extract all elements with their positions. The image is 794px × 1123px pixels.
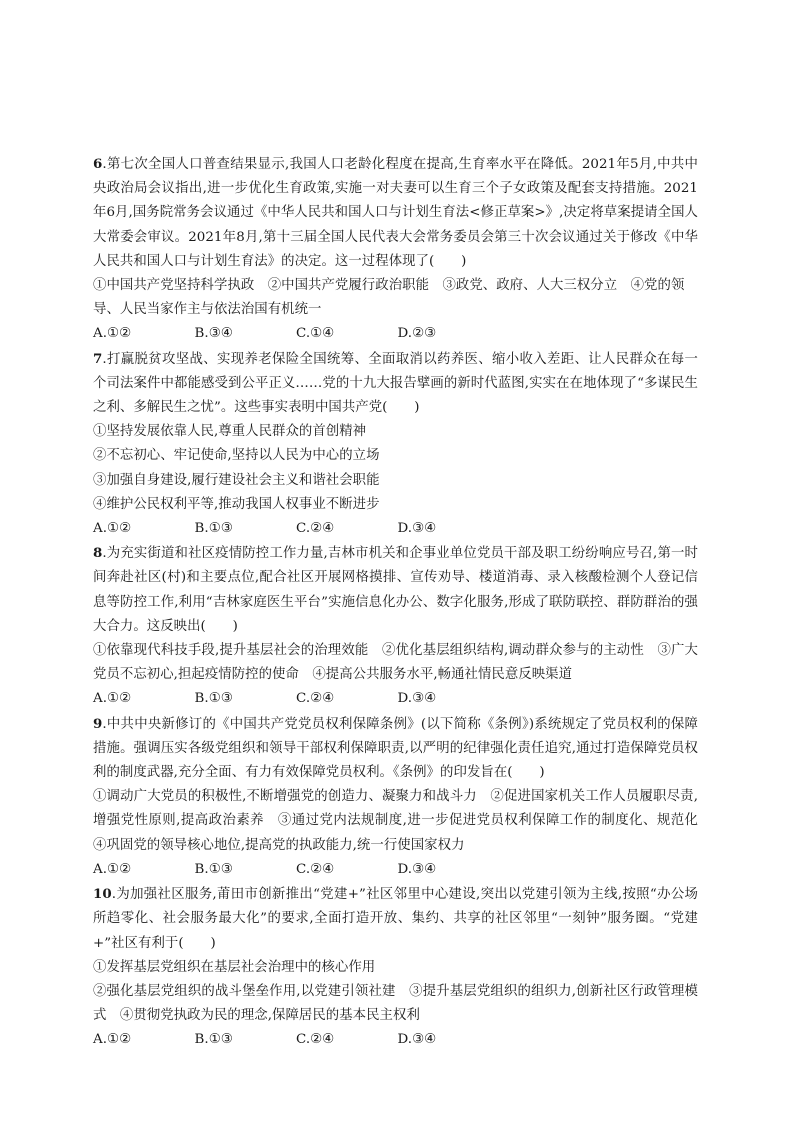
question-stem bbox=[93, 882, 698, 956]
question-7 bbox=[93, 347, 698, 542]
choice-d[interactable]: D.③④ bbox=[397, 861, 437, 877]
question-number: 9 bbox=[93, 715, 103, 732]
choice-d[interactable]: D.③④ bbox=[397, 691, 437, 707]
choice-d[interactable]: D.②③ bbox=[397, 326, 437, 342]
choice-b[interactable]: B.①③ bbox=[194, 1032, 233, 1048]
option-line: ①依靠现代科技手段,提升基层社会的治理效能 ②优化基层组织结构,调动群众参与的主动性 ③广大党员不忘初心,担起疫情防控的使命 ④提高公共服务水平,畅通社情民意反映渠道 bbox=[93, 643, 698, 683]
choice-c[interactable]: C.①④ bbox=[296, 326, 335, 342]
choice-a[interactable]: A.①② bbox=[93, 691, 132, 707]
option-line: ①调动广大党员的积极性,不断增强党的创造力、凝聚力和战斗力 ②促进国家机关工作人员履职尽责,增强党性原则,提高政治素养 ③通过党内法规制度,进一步促进党员权利保障工作的制度化、规范化 ④巩固党的领导核心地位,提高党的执政能力,统一行使国家权力 bbox=[93, 789, 712, 853]
question-text: .中共中央新修订的《中国共产党党员权利保障条例》(以下简称《条例》)系统规定了党员权利的保障措施。强调压实各级党组织和领导干部权利保障职责,以严明的纪律强化责任追究,通过打造保障党员权利的制度武器,充分全面、有力有效保障党员权利。《条例》的印发旨在( ) bbox=[93, 716, 698, 781]
option-line: ②强化基层党组织的战斗堡垒作用,以党建引领社建 ③提升基层党组织的组织力,创新社区行政管理模式 ④贯彻党执政为民的理念,保障居民的基本民主权利 bbox=[93, 983, 698, 1024]
choice-d[interactable]: D.③④ bbox=[397, 521, 437, 537]
question-9 bbox=[93, 712, 712, 882]
choice-b[interactable]: B.③④ bbox=[194, 326, 233, 342]
answer-choices bbox=[93, 1028, 698, 1052]
answer-choices bbox=[93, 322, 698, 346]
question-number: 6 bbox=[93, 156, 103, 172]
choice-c[interactable]: C.②④ bbox=[296, 861, 335, 877]
choice-a[interactable]: A.①② bbox=[93, 861, 132, 877]
answer-choices bbox=[93, 517, 698, 541]
choice-b[interactable]: B.①③ bbox=[194, 861, 233, 877]
option-line: ④维护公民权利平等,推动我国人权事业不断进步 bbox=[93, 496, 380, 512]
question-number: 8 bbox=[93, 545, 103, 562]
choice-b[interactable]: B.①③ bbox=[194, 691, 233, 707]
choice-b[interactable]: B.①③ bbox=[194, 521, 233, 537]
choice-c[interactable]: C.②④ bbox=[296, 521, 335, 537]
option-line: ③加强自身建设,履行建设社会主义和谐社会职能 bbox=[93, 472, 380, 488]
option-line: ①坚持发展依靠人民,尊重人民群众的首创精神 bbox=[93, 424, 367, 440]
question-text: .为充实街道和社区疫情防控工作力量,吉林市机关和企事业单位党员干部及职工纷纷响应号召,第一时间奔赴社区(村)和主要点位,配合社区开展网格摸排、宣传劝导、楼道消毒、录入核酸检测个人登记信息等防控工作,利用“吉林家庭医生平台”实施信息化办公、数字化服务,形成了联防联控、群防群治的强大合力。这反映出( ) bbox=[93, 546, 698, 634]
choice-a[interactable]: A.①② bbox=[93, 521, 132, 537]
answer-choices bbox=[93, 858, 698, 882]
option-line: ①发挥基层党组织在基层社会治理中的核心作用 bbox=[93, 959, 376, 975]
question-10 bbox=[93, 882, 698, 1052]
choice-d[interactable]: D.③④ bbox=[397, 1032, 437, 1048]
exam-page bbox=[93, 152, 712, 1053]
question-stem bbox=[93, 712, 698, 786]
choice-a[interactable]: A.①② bbox=[93, 326, 132, 342]
answer-choices bbox=[93, 687, 698, 711]
choice-a[interactable]: A.①② bbox=[93, 1032, 132, 1048]
question-6 bbox=[93, 152, 698, 347]
question-text: .打赢脱贫攻坚战、实现养老保险全国统筹、全面取消以药养医、缩小收入差距、让人民群众在每一个司法案件中都能感受到公平正义……党的十九大报告擘画的新时代蓝图,实实在在地体现了“多谋民生之利、多解民生之忧”。这些事实表明中国共产党( ) bbox=[93, 351, 698, 416]
question-number: 7 bbox=[93, 350, 103, 367]
question-text: .为加强社区服务,莆田市创新推出“党建+”社区邻里中心建设,突出以党建引领为主线,按照“办公场所趋零化、社会服务最大化”的要求,全面打造开放、集约、共享的社区邻里“一刻钟”服务圈。“党建+”社区有利于( ) bbox=[93, 887, 698, 951]
choice-c[interactable]: C.②④ bbox=[296, 1032, 335, 1048]
question-stem bbox=[93, 541, 698, 639]
question-stem bbox=[93, 347, 698, 421]
question-text: .第七次全国人口普查结果显示,我国人口老龄化程度在提高,生育率水平在降低。2021年5月,中共中央政治局会议指出,进一步优化生育政策,实施一对夫妻可以生育三个子女政策及配套支持措施。2021年6月,国务院常务会议通过《中华人民共和国人口与计划生育法<修正草案>》,决定将草案提请全国人大常委会审议。2021年8月,第十三届全国人民代表大会常务委员会第三十次会议通过关于修改《中华人民共和国人口与计划生育法》的决定。这一过程体现了( ) bbox=[93, 157, 698, 269]
choice-c[interactable]: C.②④ bbox=[296, 691, 335, 707]
option-line: ①中国共产党坚持科学执政 ②中国共产党履行政治职能 ③政党、政府、人大三权分立 ④党的领导、人民当家作主与依法治国有机统一 bbox=[93, 278, 685, 318]
question-stem bbox=[93, 152, 698, 274]
question-8 bbox=[93, 541, 698, 711]
option-line: ②不忘初心、牢记使命,坚持以人民为中心的立场 bbox=[93, 448, 380, 464]
question-number: 10 bbox=[93, 886, 112, 903]
